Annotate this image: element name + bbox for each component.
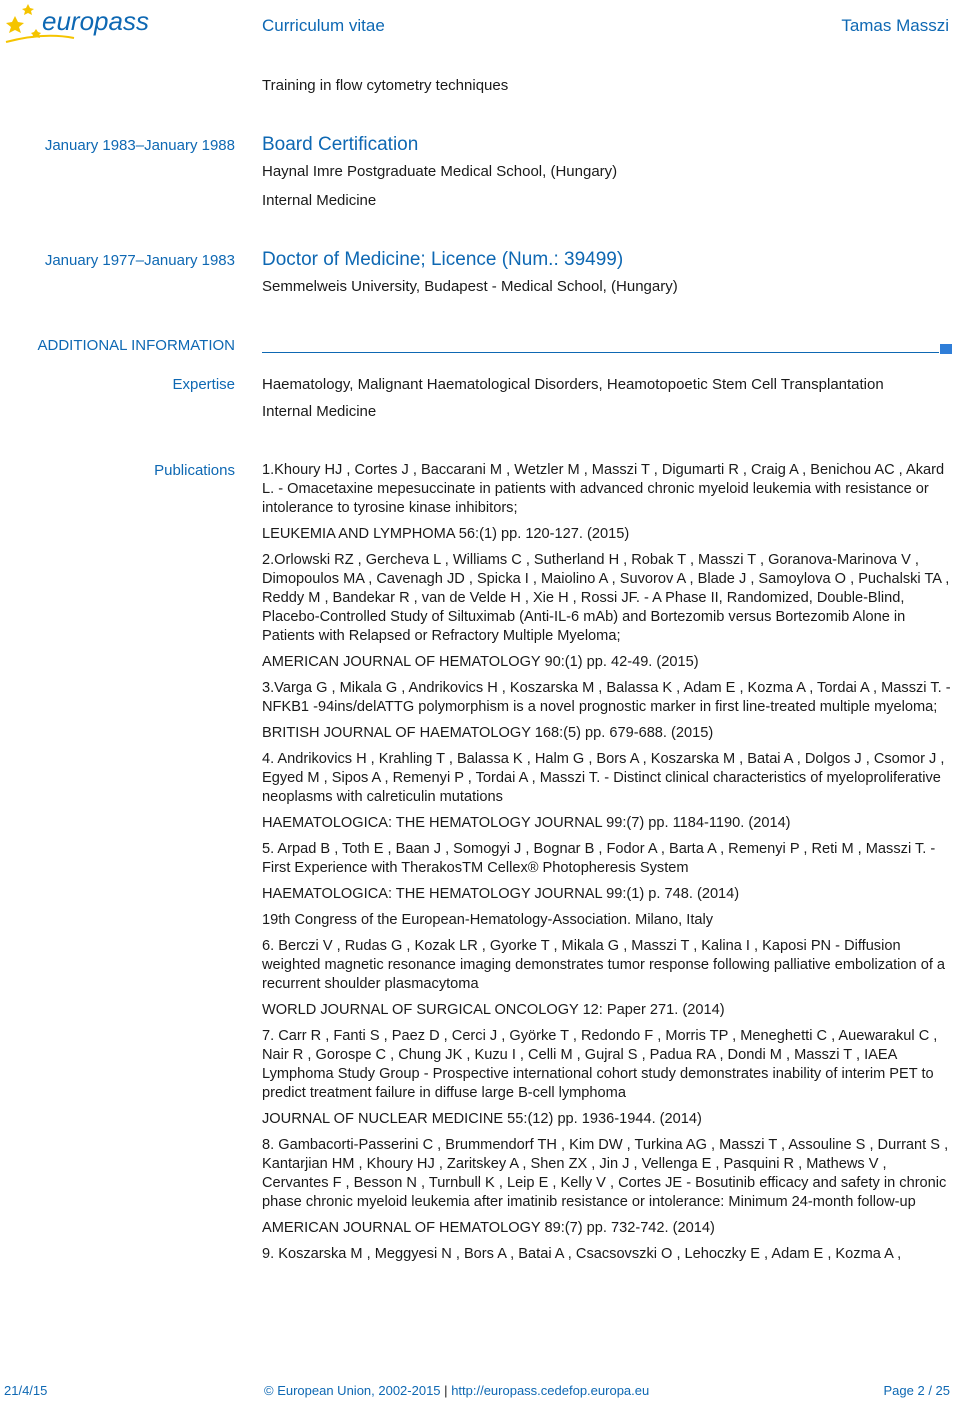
education-field: Internal Medicine — [262, 192, 377, 209]
publication-text: 9. Koszarska M , Meggyesi N , Bors A , Batai A , Csacsovszki O , Lehoczky E , Adam E , Kozma A , — [262, 1246, 902, 1262]
publication-text: 2.Orlowski RZ , Gercheva L , Williams C , Sutherland H , Robak T , Masszi T , Goranova-Marinova V , Dimopoulos MA , Cavenagh JD , Spicka I , Maiolino A , Suvorov A , Blade J , Samoylova O , Puchalski TA , Reddy M , Bandekar R , van de Velde H , Xie H , Rossi JF. - A Phase II, Randomized, Double-Blind, Placebo-Controlled Study of Siltuximab (Anti-IL-6 mAb) and Bortezomib versus Bortezomib Alone in Patients with Relapsed or Refractory Multiple Myeloma; — [262, 552, 950, 644]
publication-text: 5. Arpad B , Toth E , Baan J , Somogyi J , Bognar B , Fodor A , Barta A , Remenyi P , Reti M , Masszi T. - First Experience with TherakosTM Cellex® Photopheresis System — [262, 841, 936, 876]
education-dates: January 1977–January 1983 — [44, 252, 235, 269]
education-qualification: Board Certification — [262, 134, 419, 155]
publication-item — [262, 750, 954, 833]
training-title: Training in flow cytometry techniques — [262, 77, 509, 94]
expertise-line: Haematology, Malignant Haematological Disorders, Heamotopoetic Stem Cell Transplantation — [262, 376, 884, 393]
section-heading: ADDITIONAL INFORMATION — [37, 337, 235, 354]
footer-center — [264, 1383, 649, 1398]
publication-text: 8. Gambacorti-Passerini C , Brummendorf TH , Kim DW , Turkina AG , Masszi T , Assouline S , Durrant S , Kantarjian HM , Khoury HJ , Zaritskey A , Shen ZX , Jin J , Vellenga E , Pasquini R , Mathews V , Cervantes F , Besson N , Turnbull K , Leip E , Kelly V , Cortes JE - Bosutinib efficacy and safety in chronic phase chronic myeloid leukemia after imatinib resistance or intolerance: Minimum 24-month follow-up — [262, 1137, 949, 1210]
publication-journal: AMERICAN JOURNAL OF HEMATOLOGY 89:(7) pp. 732-742. (2014) — [262, 1220, 715, 1236]
publication-text: 3.Varga G , Mikala G , Andrikovics H , Koszarska M , Balassa K , Adam E , Kozma A , Tordai A , Masszi T. - NFKB1 -94ins/delATTG polymorphism is a novel prognostic marker in first line-treated multiple myeloma; — [262, 680, 951, 715]
publication-journal: WORLD JOURNAL OF SURGICAL ONCOLOGY 12: Paper 271. (2014) — [262, 1002, 725, 1018]
publication-journal: JOURNAL OF NUCLEAR MEDICINE 55:(12) pp. 1936-1944. (2014) — [262, 1111, 702, 1127]
publication-journal: AMERICAN JOURNAL OF HEMATOLOGY 90:(1) pp. 42-49. (2015) — [262, 654, 699, 670]
publication-text: 1.Khoury HJ , Cortes J , Baccarani M , Wetzler M , Masszi T , Digumarti R , Craig A , Benichou AC , Akard L. - Omacetaxine mepesuccinate in patients with advanced chronic myeloid leukemia with resistance or intolerance to tyrosine kinase inhibitors; — [262, 462, 945, 516]
education-dates: January 1983–January 1988 — [44, 137, 235, 154]
section-marker — [940, 344, 952, 354]
svg-text:europass: europass — [42, 6, 149, 36]
footer-page-number: Page 2 / 25 — [883, 1383, 950, 1398]
publication-item — [262, 840, 954, 930]
education-qualification: Doctor of Medicine; Licence (Num.: 39499) — [262, 249, 624, 270]
publication-journal: LEUKEMIA AND LYMPHOMA 56:(1) pp. 120-127. (2015) — [262, 526, 630, 542]
expertise-line: Internal Medicine — [262, 403, 377, 420]
footer-link[interactable]: http://europass.cedefop.europa.eu — [451, 1383, 650, 1398]
page-header — [0, 0, 960, 50]
publication-journal: HAEMATOLOGICA: THE HEMATOLOGY JOURNAL 99:(7) pp. 1184-1190. (2014) — [262, 815, 791, 831]
person-name: Tamas Masszi — [841, 16, 949, 35]
publication-item — [262, 1245, 954, 1264]
publication-text: 7. Carr R , Fanti S , Paez D , Cerci J , Györke T , Redondo F , Morris TP , Meneghetti C , Auewarakul C , Nair R , Gorospe C , Chung JK , Kuzu I , Celli M , Gujral S , Padua RA , Dondi M , Masszi T , IAEA Lymphoma Study Group - Prospective international cohort study demonstrates inability of interim PET to predict treatment failure in diffuse large B-cell lymphoma — [262, 1028, 938, 1101]
section-divider — [262, 352, 939, 353]
footer-date: 21/4/15 — [4, 1383, 48, 1398]
footer-separator: | — [444, 1383, 448, 1398]
publication-text: 4. Andrikovics H , Krahling T , Balassa K , Halm G , Bors A , Koszarska M , Batai A , Dolgos J , Csomor J , Egyed M , Sipos A , Remenyi P , Tordai A , Masszi T. - Distinct clinical characteristics of myeloproliferative neoplasms with calreticulin mutations — [262, 751, 945, 805]
publication-item — [262, 461, 954, 544]
publication-item — [262, 1136, 954, 1238]
europass-logo — [4, 2, 154, 46]
education-institution: Haynal Imre Postgraduate Medical School, (Hungary) — [262, 163, 618, 180]
education-institution: Semmelweis University, Budapest - Medical School, (Hungary) — [262, 278, 678, 295]
publication-item — [262, 679, 954, 743]
publication-text: 6. Berczi V , Rudas G , Kozak LR , Gyorke T , Mikala G , Masszi T , Kalina I , Kaposi PN - Diffusion weighted magnetic resonance imaging demonstrates tumor response following palliative embolization of a recurrent shoulder plasmacytoma — [262, 938, 946, 992]
expertise-label: Expertise — [172, 376, 235, 393]
publication-item — [262, 937, 954, 1020]
publications-list — [262, 461, 954, 1271]
publications-label: Publications — [154, 462, 235, 479]
page-footer — [0, 1380, 960, 1400]
footer-copyright: © European Union, 2002-2015 — [264, 1383, 441, 1398]
document-title: Curriculum vitae — [262, 16, 385, 35]
publication-item — [262, 551, 954, 672]
publication-journal: BRITISH JOURNAL OF HAEMATOLOGY 168:(5) pp. 679-688. (2015) — [262, 725, 714, 741]
publication-item — [262, 1027, 954, 1129]
publication-journal: HAEMATOLOGICA: THE HEMATOLOGY JOURNAL 99:(1) p. 748. (2014) — [262, 886, 740, 902]
publication-conference: 19th Congress of the European-Hematology-Association. Milano, Italy — [262, 912, 714, 928]
